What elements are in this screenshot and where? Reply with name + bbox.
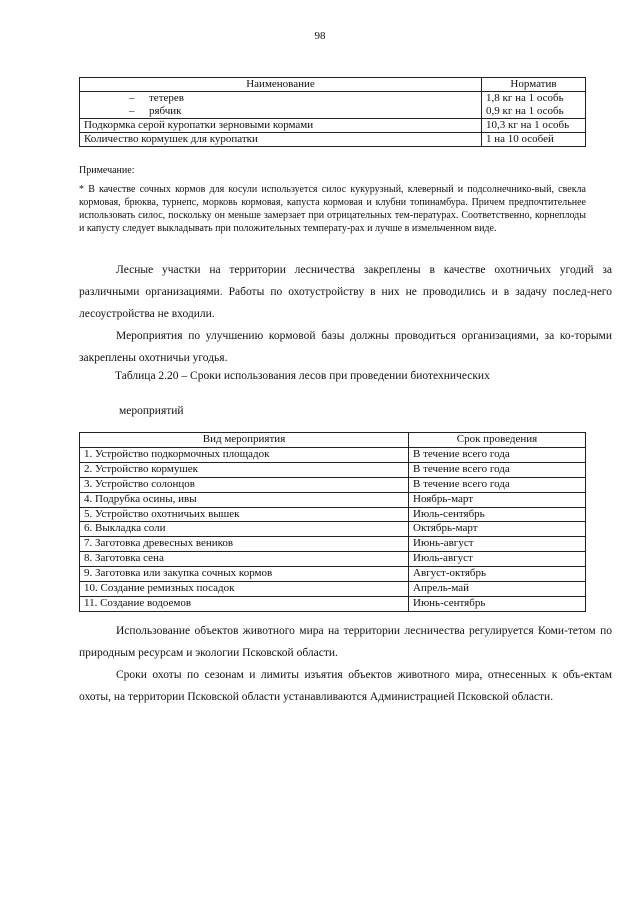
table-cell-period: В течение всего года (409, 462, 586, 477)
table-cell-name: Количество кормушек для куропатки (80, 133, 482, 147)
biotechnical-measures-table (79, 432, 586, 612)
table-cell-period: Апрель-май (409, 582, 586, 597)
feeding-norms-table (79, 77, 586, 147)
table-cell-period: Ноябрь-март (409, 492, 586, 507)
table-cell-activity: 1. Устройство подкормочных площадок (80, 447, 409, 462)
table-cell-norm: 1 на 10 особей (482, 133, 586, 147)
table-row (80, 119, 586, 133)
table-row (80, 92, 586, 119)
table-cell-period: Июль-сентябрь (409, 507, 586, 522)
table-row (80, 537, 586, 552)
table-row (80, 522, 586, 537)
table-cell-norm (482, 92, 586, 119)
table-caption-continuation: мероприятий (119, 405, 184, 417)
table-row (80, 447, 586, 462)
table-cell-activity: 6. Выкладка соли (80, 522, 409, 537)
table-cell-activity: 8. Заготовка сена (80, 552, 409, 567)
table-row (80, 582, 586, 597)
column-header-name: Наименование (80, 78, 482, 92)
page-number: 98 (314, 30, 326, 42)
table-cell-activity: 7. Заготовка древесных веников (80, 537, 409, 552)
table-header-row (80, 78, 586, 92)
note-text: * В качестве сочных кормов для косули используется силос кукурузный, клеверный и подсолнечнико-вый, свекла кормовая, брюква, турнепс, морковь кормовая, капуста кормовая и клубни топинамбура. Причем предпочтительнее использовать силос, поскольку он меньше замерзает при отрицательных тем-пературах. Соответственно, корнеплоды и капусту следует выкладывать при положительных температу-рах и лучше в измельченном виде. (79, 184, 586, 234)
column-header-period: Срок проведения (409, 433, 586, 448)
table-cell-activity: 5. Устройство охотничьих вышек (80, 507, 409, 522)
cell-text: 0,9 кг на 1 особь (486, 105, 564, 117)
list-dash: – (129, 92, 135, 104)
table-row (80, 552, 586, 567)
paragraph-hunting-seasons: Сроки охоты по сезонам и лимиты изъятия объектов животного мира, отнесенных к объ-ектам охоты, на территории Псковской области устанавливаются Администрацией Псковской области. (79, 669, 612, 703)
table-cell-activity: 3. Устройство солонцов (80, 477, 409, 492)
table-cell-name (80, 92, 482, 119)
table-cell-activity: 2. Устройство кормушек (80, 462, 409, 477)
table-cell-period: В течение всего года (409, 447, 586, 462)
paragraph-feed-base: Мероприятия по улучшению кормовой базы должны проводиться организациями, за ко-торыми закреплены охотничьи угодья. (79, 330, 612, 364)
cell-text: 1,8 кг на 1 особь (486, 92, 564, 104)
table-row (80, 462, 586, 477)
cell-text: рябчик (149, 105, 182, 117)
table-cell-activity: 10. Создание ремизных посадок (80, 582, 409, 597)
table-cell-period: Июнь-август (409, 537, 586, 552)
table-row (80, 492, 586, 507)
table-cell-norm: 10,3 кг на 1 особь (482, 119, 586, 133)
column-header-activity: Вид мероприятия (80, 433, 409, 448)
table-row (80, 133, 586, 147)
list-dash: – (129, 105, 135, 117)
cell-text: тетерев (149, 92, 184, 104)
table-cell-name: Подкормка серой куропатки зерновыми кормами (80, 119, 482, 133)
table-cell-activity: 9. Заготовка или закупка сочных кормов (80, 567, 409, 582)
table-row (80, 567, 586, 582)
table-cell-period: Август-октябрь (409, 567, 586, 582)
table-cell-period: Июнь-сентябрь (409, 596, 586, 611)
table-row (80, 596, 586, 611)
table-row (80, 507, 586, 522)
table-caption: Таблица 2.20 – Сроки использования лесов при проведении биотехнических (115, 370, 490, 382)
table-row (80, 477, 586, 492)
paragraph-hunting-grounds: Лесные участки на территории лесничества закреплены в качестве охотничьих угодий за различными организациями. Работы по охотустройству в них не проводились и в задачу послед-него лесоустройства не входили. (79, 264, 612, 320)
table-cell-period: В течение всего года (409, 477, 586, 492)
paragraph-wildlife-regulation: Использование объектов животного мира на территории лесничества регулируется Коми-тетом по природным ресурсам и экологии Псковской области. (79, 625, 612, 659)
table-header-row (80, 433, 586, 448)
column-header-norm: Норматив (482, 78, 586, 92)
note-title: Примечание: (79, 165, 135, 176)
table-cell-activity: 11. Создание водоемов (80, 596, 409, 611)
table-cell-period: Октябрь-март (409, 522, 586, 537)
table-cell-period: Июль-август (409, 552, 586, 567)
table-cell-activity: 4. Подрубка осины, ивы (80, 492, 409, 507)
